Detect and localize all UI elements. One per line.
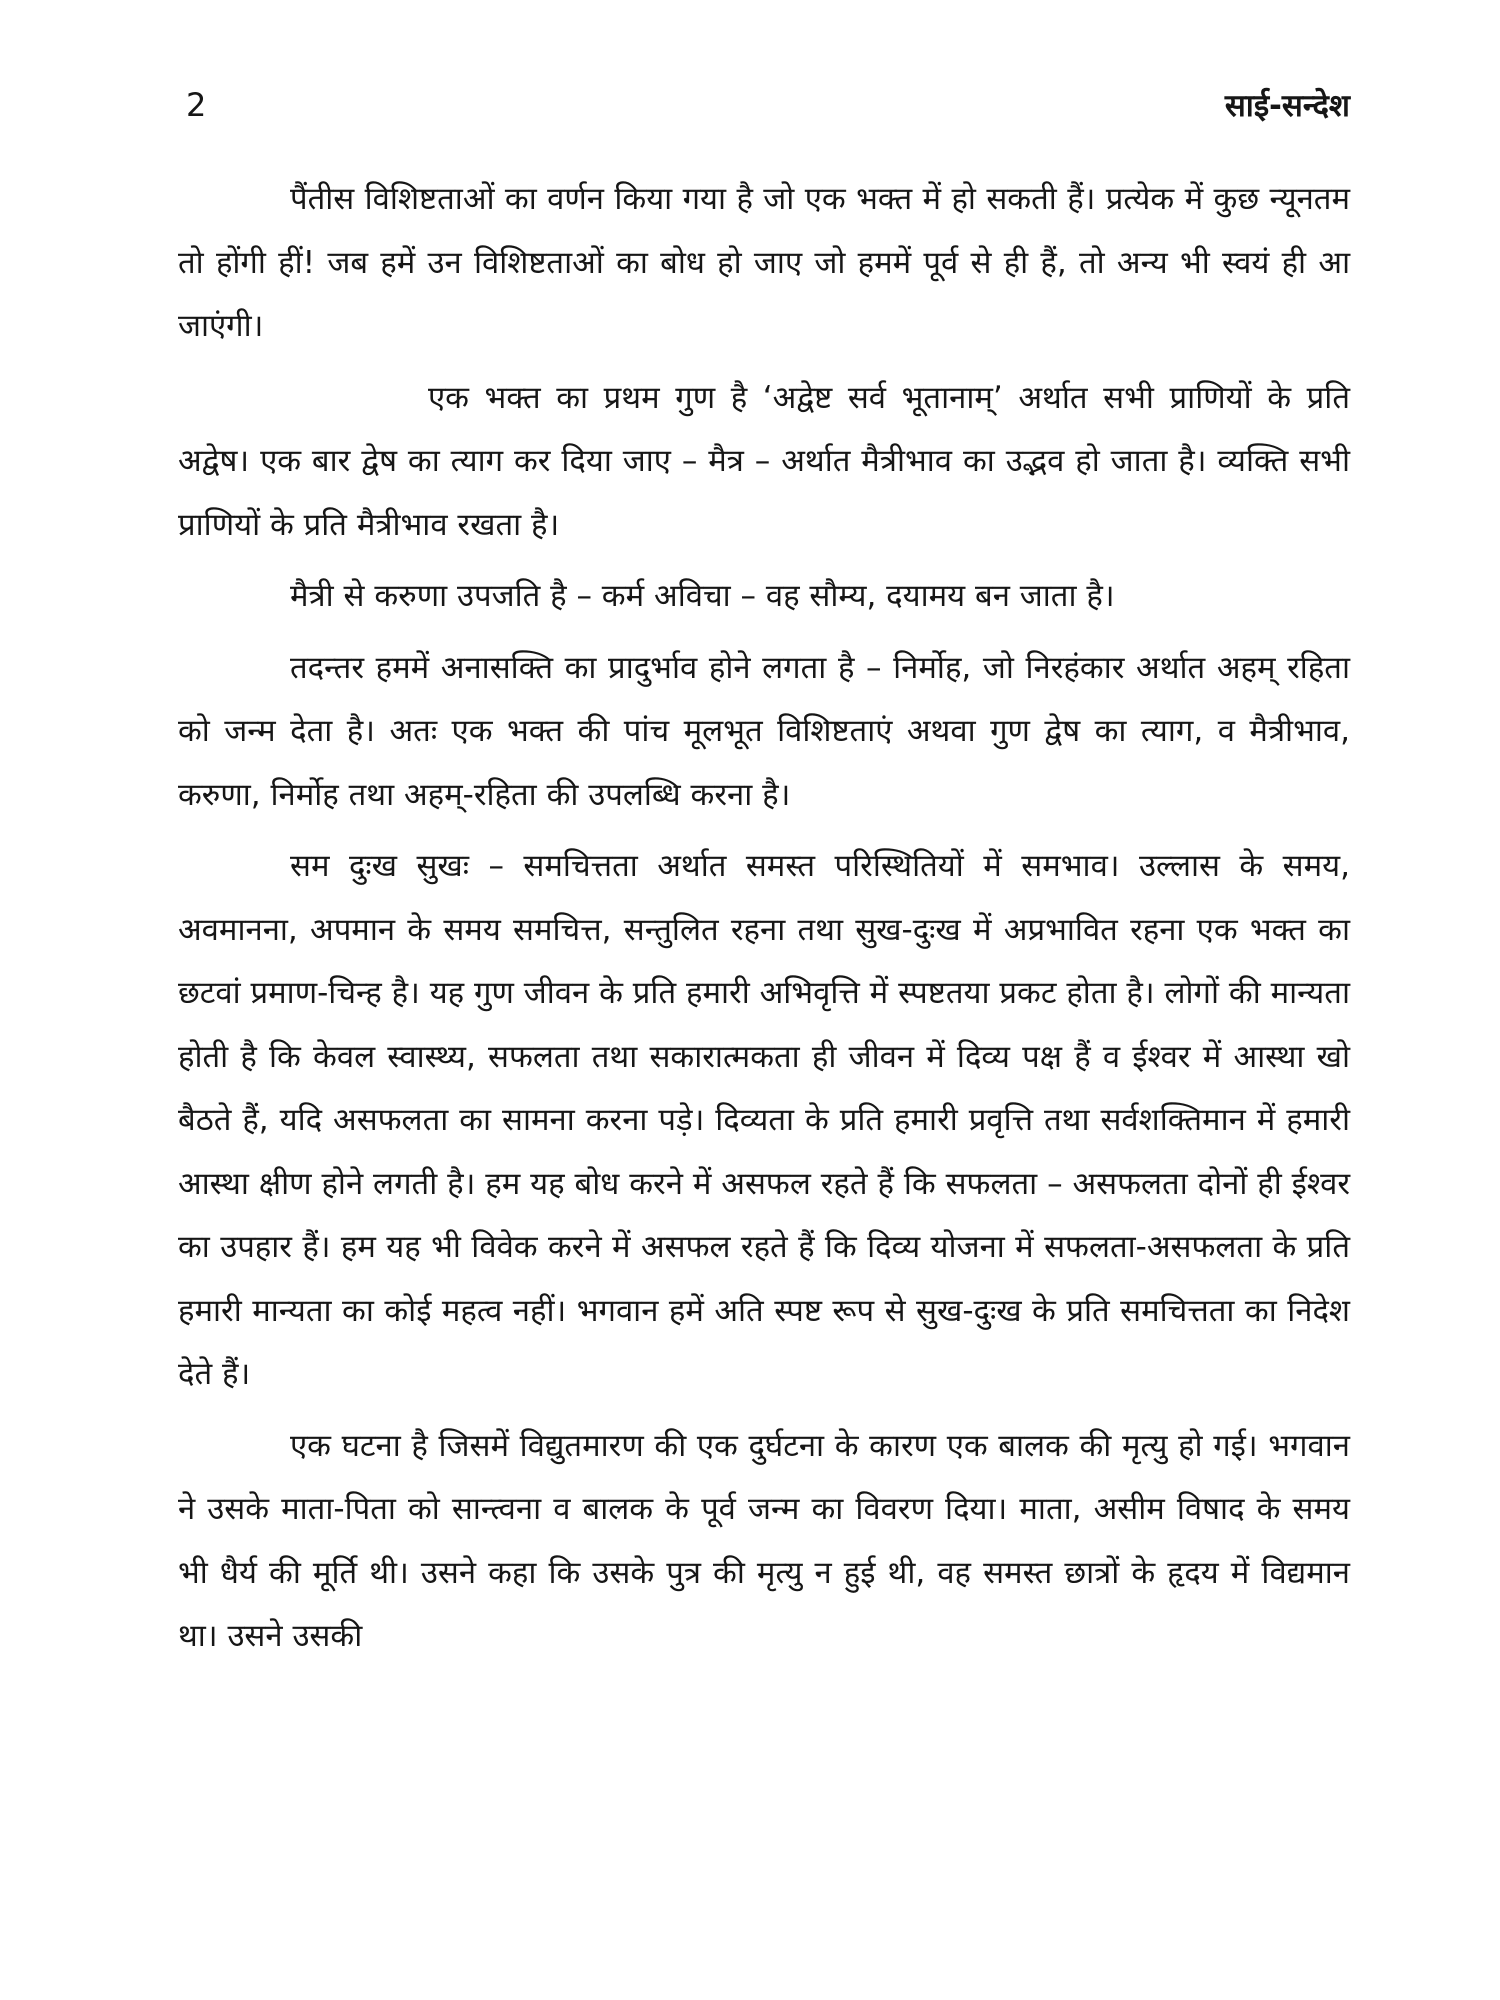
page-number: 2 <box>186 86 207 124</box>
page-body <box>178 168 1350 1677</box>
paragraph: पैंतीस विशिष्टताओं का वर्णन किया गया है जो एक भक्त में हो सकती हैं। प्रत्येक में कुछ न्यूनतम तो होंगी हीं! जब हमें उन विशिष्टताओं का बोध हो जाए जो हममें पूर्व से ही हैं, तो अन्य भी स्वयं ही आ जाएंगी। <box>178 181 1350 344</box>
paragraph: मैत्री से करुणा उपजति है – कर्म अविचा – वह सौम्य, दयामय बन जाता है। <box>290 578 1115 614</box>
paragraph: तदन्तर हममें अनासक्ति का प्रादुर्भाव होने लगता है – निर्मोह, जो निरहंकार अर्थात अहम् रहिता को जन्म देता है। अतः एक भक्त की पांच मूलभूत विशिष्टताएं अथवा गुण द्वेष का त्याग, व मैत्रीभाव, करुणा, निर्मोह तथा अहम्-रहिता की उपलब्धि करना है। <box>178 649 1350 813</box>
paragraph: सम दुःख सुखः – समचित्तता अर्थात समस्त परिस्थितियों में समभाव। उल्लास के समय, अवमानना, अपमान के समय समचित्त, सन्तुलित रहना तथा सुख-दुःख में अप्रभावित रहना एक भक्त का छटवां प्रमाण-चिन्ह है। यह गुण जीवन के प्रति हमारी अभिवृत्ति में स्पष्टतया प्रकट होता है। लोगों की मान्यता होती है कि केवल स्वास्थ्य, सफलता तथा सकारात्मकता ही जीवन में दिव्य पक्ष हैं व ईश्वर में आस्था खो बैठते हैं, यदि असफलता का सामना करना पड़े। दिव्यता के प्रति हमारी प्रवृत्ति तथा सर्वशक्तिमान में हमारी आस्था क्षीण होने लगती है। हम यह बोध करने में असफल रहते हैं कि सफलता – असफलता दोनों ही ईश्वर का उपहार हैं। हम यह भी विवेक करने में असफल रहते हैं कि दिव्य योजना में सफलता-असफलता के प्रति हमारी मान्यता का कोई महत्व नहीं। भगवान हमें अति स्पष्ट रूप से सुख-दुःख के प्रति समचित्तता का निदेश देते हैं। <box>178 848 1350 1392</box>
page-header <box>186 80 1350 130</box>
running-title: साई-सन्देश <box>1224 88 1350 124</box>
paragraph: एक भक्त का प्रथम गुण है ‘अद्वेष्ट सर्व भूतानाम्’ अर्थात सभी प्राणियों के प्रति अद्वेष। एक बार द्वेष का त्याग कर दिया जाए – मैत्र – अर्थात मैत्रीभाव का उद्भव हो जाता है। व्यक्ति सभी प्राणियों के प्रति मैत्रीभाव रखता है। <box>178 379 1350 543</box>
paragraph: एक घटना है जिसमें विद्युतमारण की एक दुर्घटना के कारण एक बालक की मृत्यु हो गई। भगवान ने उसके माता-पिता को सान्त्वना व बालक के पूर्व जन्म का विवरण दिया। माता, असीम विषाद के समय भी धैर्य की मूर्ति थी। उसने कहा कि उसके पुत्र की मृत्यु न हुई थी, वह समस्त छात्रों के हृदय में विद्यमान था। उसने उसकी <box>178 1427 1350 1654</box>
